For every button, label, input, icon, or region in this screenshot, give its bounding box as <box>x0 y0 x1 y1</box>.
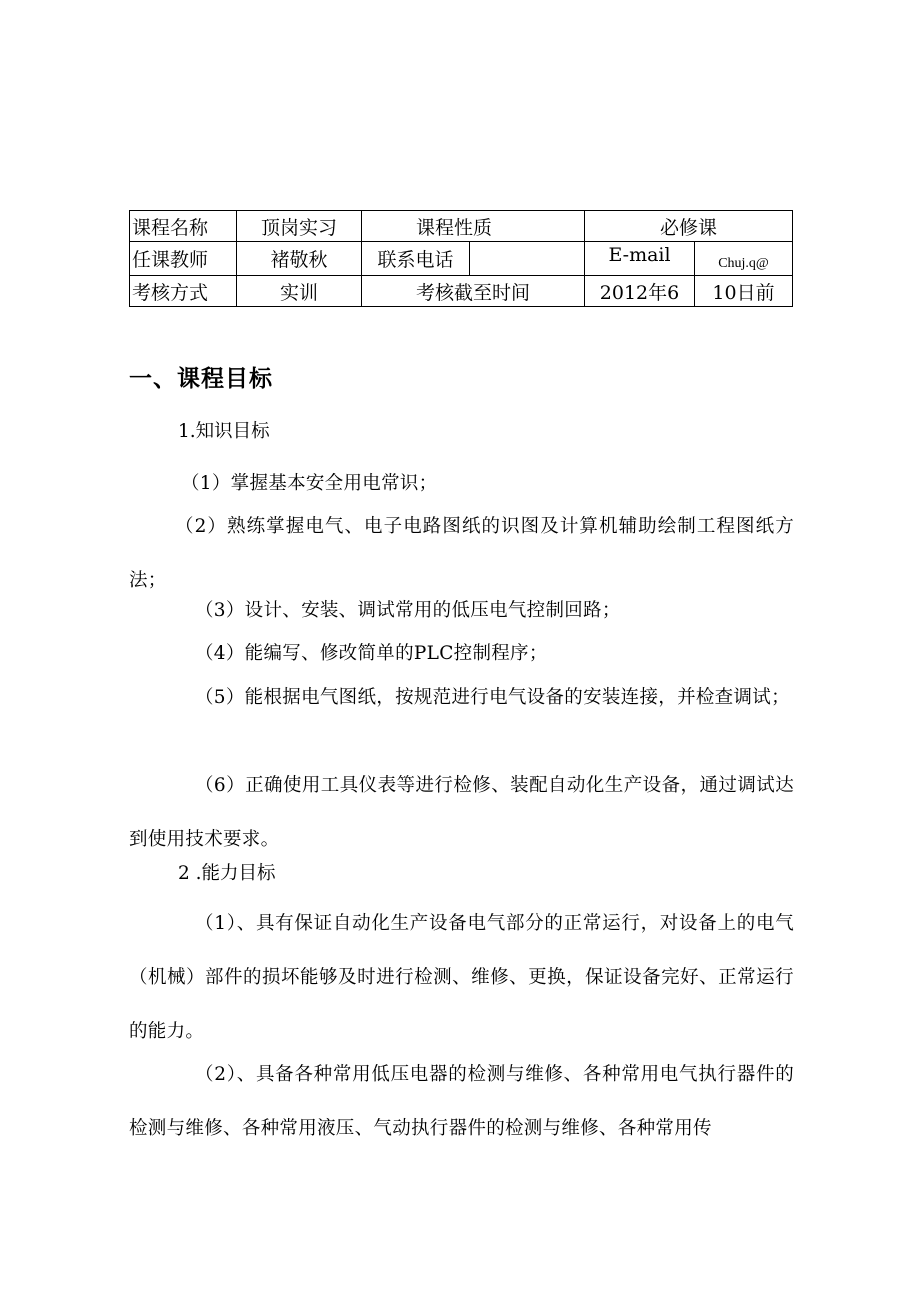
knowledge-item-5: （5）能根据电气图纸，按规范进行电气设备的安装连接，并检查调试； <box>195 687 790 708</box>
table-row <box>130 242 793 276</box>
course-info-table <box>129 210 793 307</box>
subheading-knowledge: 1.知识目标 <box>178 421 270 442</box>
value-course-name: 顶岗实习 <box>237 211 362 242</box>
label-course-type: 课程性质 <box>362 211 585 242</box>
knowledge-item-2: （2）熟练掌握电气、电子电路图纸的识图及计算机辅助绘制工程图纸方法； <box>129 516 794 591</box>
value-phone <box>470 242 585 276</box>
value-teacher: 褚敬秋 <box>237 242 362 276</box>
table-row <box>130 276 793 307</box>
subheading-ability: 2 .能力目标 <box>178 863 276 884</box>
knowledge-item-4: （4）能编写、修改简单的PLC控制程序； <box>195 643 548 664</box>
value-deadline-day: 10日前 <box>695 276 793 307</box>
label-email: E-mail <box>585 242 695 276</box>
label-deadline: 考核截至时间 <box>362 276 585 307</box>
value-assessment: 实训 <box>237 276 362 307</box>
knowledge-item-1: （1）掌握基本安全用电常识； <box>181 473 438 494</box>
ability-item-1: （1）、具有保证自动化生产设备电气部分的正常运行，对设备上的电气（机械）部件的损坏能够及时进行检测、维修、更换，保证设备完好、正常运行的能力。 <box>129 913 794 1042</box>
value-course-type: 必修课 <box>585 211 793 242</box>
value-deadline-year: 2012年6 <box>585 276 695 307</box>
label-assessment: 考核方式 <box>130 276 237 307</box>
section-heading: 一、课程目标 <box>129 366 273 392</box>
knowledge-item-3: （3）设计、安装、调试常用的低压电气控制回路； <box>195 600 621 621</box>
label-course-name: 课程名称 <box>130 211 237 242</box>
ability-item-2: （2）、具备各种常用低压电器的检测与维修、各种常用电气执行器件的检测与维修、各种常用液压、气动执行器件的检测与维修、各种常用传 <box>129 1064 794 1139</box>
value-email: Chuj.q@ <box>695 242 793 276</box>
table-row <box>130 211 793 242</box>
knowledge-item-6: （6）正确使用工具仪表等进行检修、装配自动化生产设备，通过调试达到使用技术要求。 <box>129 775 794 850</box>
label-teacher: 任课教师 <box>130 242 237 276</box>
label-phone: 联系电话 <box>362 242 470 276</box>
